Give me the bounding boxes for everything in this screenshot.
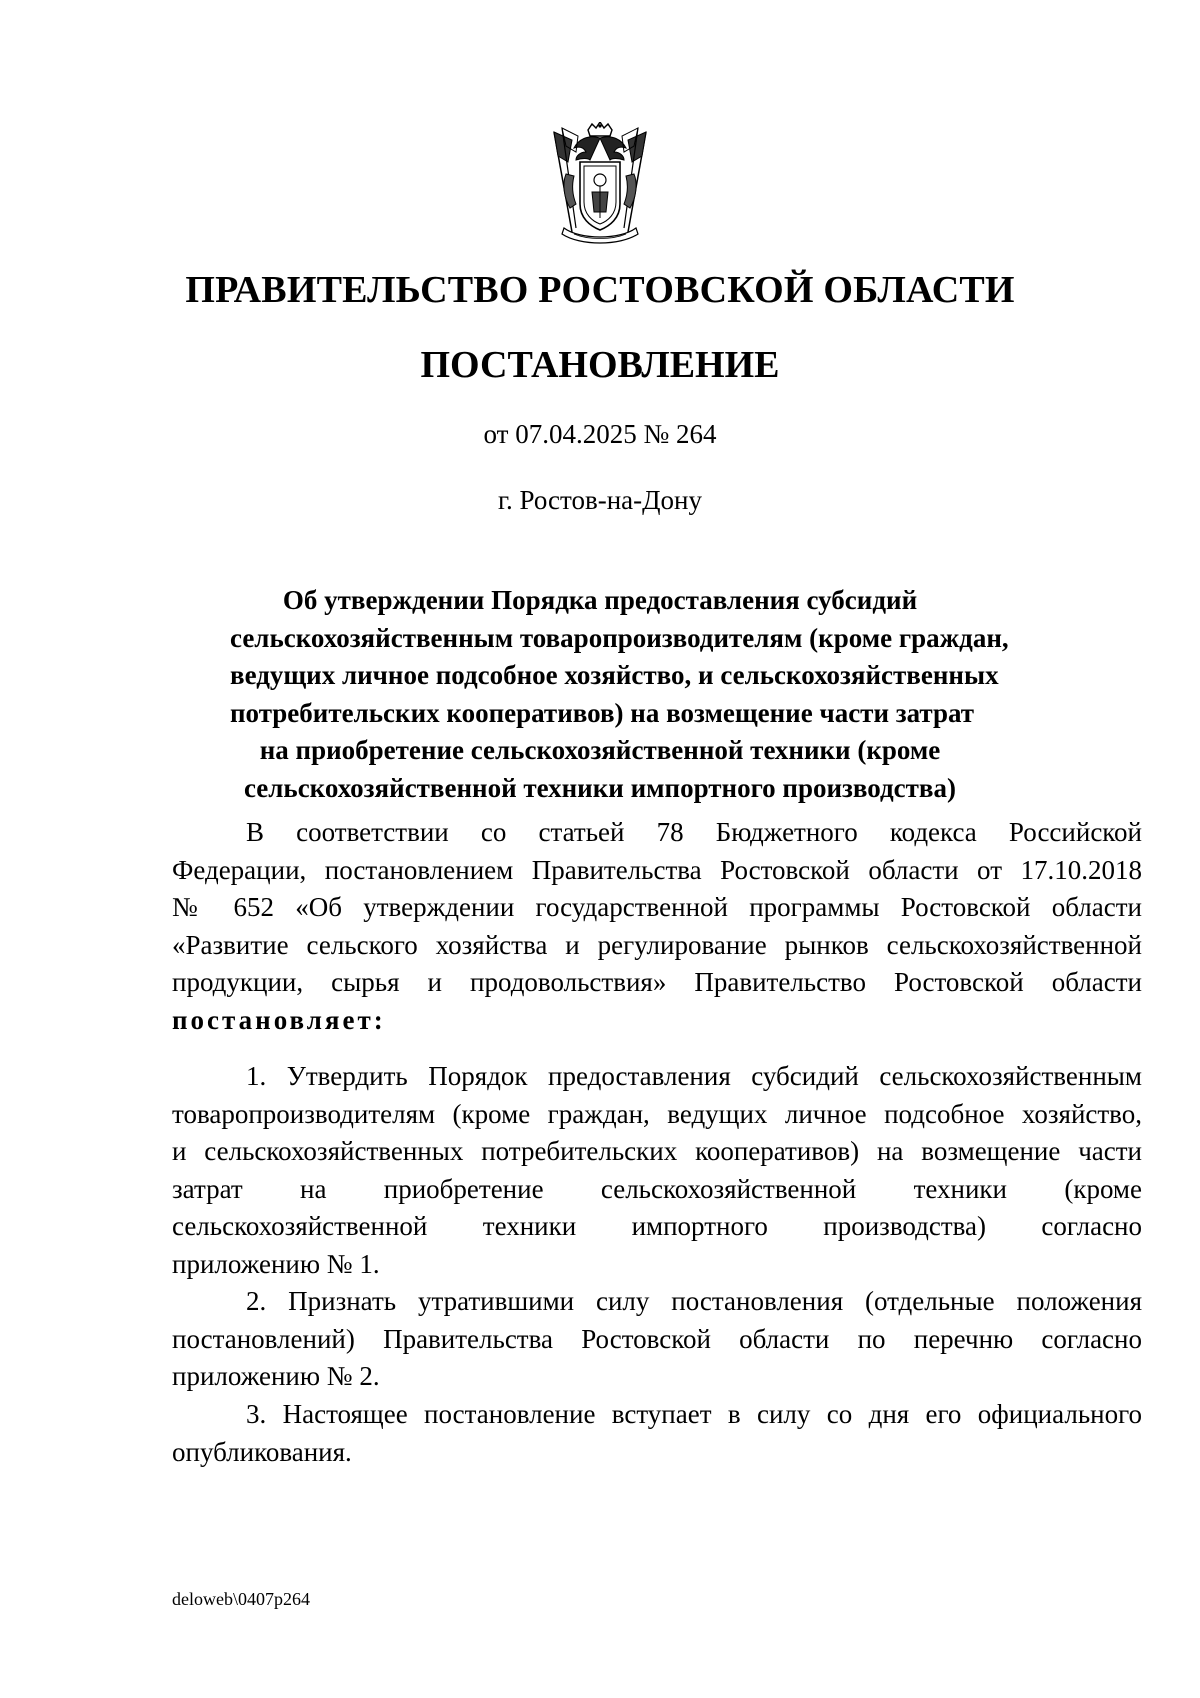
- preamble-line: № 652 «Об утверждении государственной программы Ростовской области: [172, 892, 1142, 922]
- item-last-line: приложению № 2.: [172, 1361, 380, 1391]
- decree-word: постановляет:: [172, 1004, 386, 1035]
- item-1-paragraph: [172, 1058, 1142, 1283]
- coat-of-arms-icon: [544, 122, 656, 248]
- item-3-paragraph: [172, 1396, 1142, 1471]
- item-line: сельскохозяйственной техники импортного производства) согласно: [172, 1211, 1142, 1241]
- item-line: 2. Признать утратившими силу постановления (отдельные положения: [246, 1286, 1142, 1316]
- preamble-paragraph: [172, 814, 1142, 1039]
- preamble-line: Федерации, постановлением Правительства Ростовской области от 17.10.2018: [172, 854, 1142, 885]
- subject-line: на приобретение сельскохозяйственной техники (кроме: [259, 735, 941, 765]
- document-subject: [230, 582, 1009, 807]
- subject-line: ведущих личное подсобное хозяйство, и сельскохозяйственных: [230, 660, 999, 690]
- document-date-number: от 07.04.2025 № 264: [483, 419, 717, 449]
- document-type-heading: ПОСТАНОВЛЕНИЕ: [420, 344, 780, 386]
- item-last-line: опубликования.: [172, 1436, 352, 1467]
- document-city: г. Ростов-на-Дону: [497, 485, 702, 515]
- item-line: и сельскохозяйственных потребительских кооперативов) на возмещение части: [172, 1136, 1142, 1166]
- item-line: товаропроизводителям (кроме граждан, ведущих личное подсобное хозяйство,: [172, 1098, 1142, 1129]
- subject-line: сельскохозяйственной техники импортного производства): [243, 772, 957, 803]
- preamble-line: В соответствии со статьей 78 Бюджетного кодекса Российской: [246, 817, 1142, 847]
- item-line: затрат на приобретение сельскохозяйственной техники (кроме: [172, 1173, 1142, 1204]
- subject-line: Об утверждении Порядка предоставления субсидий: [282, 585, 918, 615]
- preamble-line: продукции, сырья и продовольствия» Правительство Ростовской области: [172, 967, 1142, 997]
- item-line: 3. Настоящее постановление вступает в силу со дня его официального: [246, 1399, 1142, 1429]
- government-title: ПРАВИТЕЛЬСТВО РОСТОВСКОЙ ОБЛАСТИ: [185, 269, 1015, 311]
- subject-line: сельскохозяйственным товаропроизводителям (кроме граждан,: [230, 622, 1009, 653]
- subject-line: потребительских кооперативов) на возмещение части затрат: [230, 697, 975, 728]
- document-registry-code: deloweb\0407p264: [172, 1589, 310, 1609]
- item-last-line: приложению № 1.: [172, 1248, 380, 1279]
- item-line: постановлений) Правительства Ростовской области по перечню согласно: [172, 1323, 1142, 1354]
- preamble-line: «Развитие сельского хозяйства и регулирование рынков сельскохозяйственной: [172, 929, 1142, 960]
- item-2-paragraph: [172, 1283, 1142, 1396]
- item-line: 1. Утвердить Порядок предоставления субсидий сельскохозяйственным: [246, 1061, 1142, 1091]
